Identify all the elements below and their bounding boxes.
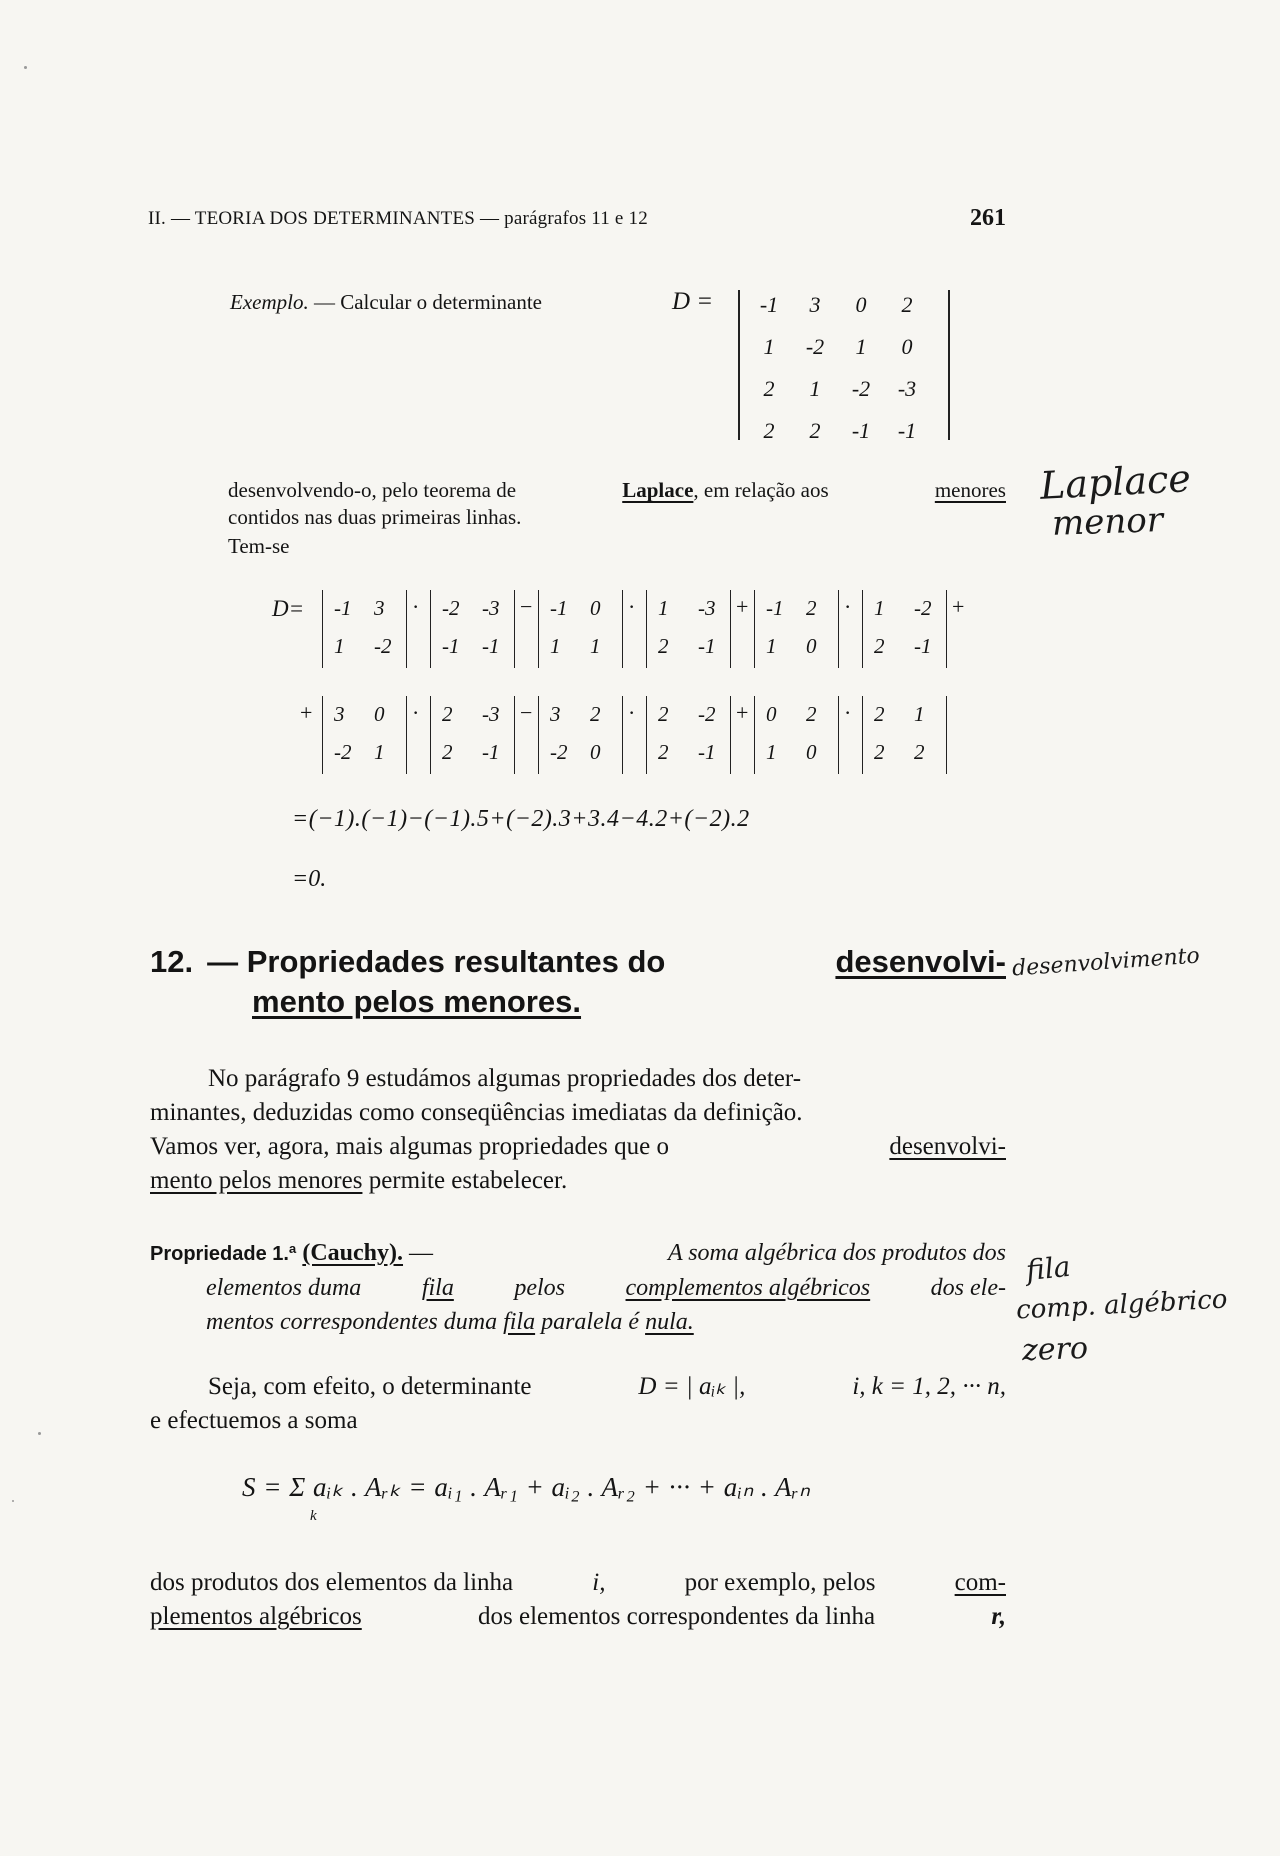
minor-entry: 0 (590, 740, 601, 764)
minor-left-bar (538, 590, 539, 668)
matrix-cell: -1 (851, 418, 871, 443)
paragraph-text: por exemplo, pelos (684, 1569, 876, 1596)
minor-left-bar (430, 696, 431, 774)
expansion-operator: + (952, 594, 965, 619)
inline-math: r, (991, 1603, 1006, 1630)
minor-entry: -1 (442, 634, 460, 658)
property-underlined: fila (503, 1309, 536, 1335)
minor-entry: 2 (874, 634, 885, 658)
minor-left-bar (430, 590, 431, 668)
minor-entry: -3 (698, 596, 716, 620)
section-heading (150, 944, 1010, 1020)
property-text: paralela é (541, 1309, 640, 1335)
minor-entry: -1 (766, 596, 784, 620)
handwritten-note-fila: fila (1024, 1249, 1072, 1288)
expansion-operator: · (844, 594, 852, 619)
minor-entry: -2 (334, 740, 352, 764)
minor-entry: -3 (482, 596, 500, 620)
matrix-cell: -1 (759, 292, 779, 317)
expansion-numeric: =(−1).(−1)−(−1).5+(−2).3+3.4−4.2+(−2).2 (292, 806, 750, 832)
description-text: desenvolvendo-o, pelo teorema de (228, 478, 517, 502)
expansion-lhs: D= (272, 596, 305, 621)
minor-entry: 3 (334, 702, 345, 726)
matrix-cell: 3 (809, 292, 821, 317)
matrix-row (746, 326, 930, 368)
example-statement (230, 290, 542, 315)
menores-word: menores (934, 478, 1006, 502)
minor-entry: 2 (806, 702, 817, 726)
minor-entry: -1 (698, 740, 716, 764)
paragraph-underlined: plementos algébricos (150, 1603, 362, 1630)
minor-left-bar (862, 696, 863, 774)
minor-right-bar (946, 696, 947, 774)
minor-right-bar (514, 590, 515, 668)
expansion-operator: · (844, 700, 852, 725)
property-underlined: fila (421, 1275, 454, 1301)
property-text: mentos correspondentes duma (206, 1309, 498, 1335)
paragraph-line (150, 1566, 1006, 1600)
minor-entry: -1 (550, 596, 568, 620)
matrix-cell: -1 (897, 418, 917, 443)
minor-entry: 2 (442, 702, 453, 726)
minor-entry: -2 (698, 702, 716, 726)
matrix-cell: 1 (855, 334, 867, 359)
description-line: contidos nas duas primeiras linhas. (228, 505, 522, 529)
matrix-lhs: D = (672, 288, 714, 315)
scan-speck (12, 1500, 14, 1502)
minor-entry: 2 (658, 740, 669, 764)
section-title-line2: mento pelos menores. (252, 984, 582, 1019)
paragraph-underlined: com- (954, 1569, 1006, 1596)
minor-left-bar (754, 696, 755, 774)
minor-entry: 3 (374, 596, 385, 620)
expansion-operator: + (736, 700, 749, 725)
minor-right-bar (838, 590, 839, 668)
description-text: , em relação aos (693, 478, 829, 502)
paragraph-underlined: mento pelos menores (150, 1167, 363, 1194)
description-line (228, 478, 1006, 503)
handwritten-note-zero: zero (1021, 1330, 1089, 1369)
handwritten-note-comp-algebrico: comp. algébrico (1015, 1284, 1229, 1326)
minor-right-bar (838, 696, 839, 774)
paragraph-3 (150, 1566, 1006, 1634)
minor-entry: 0 (806, 740, 817, 764)
expansion-operator: · (412, 700, 420, 725)
paragraph-text: dos elementos correspondentes da linha (478, 1603, 876, 1630)
section-number: 12. (150, 944, 194, 979)
minor-right-bar (730, 590, 731, 668)
matrix-right-bar (948, 290, 950, 440)
matrix-cell: 0 (901, 334, 913, 359)
minor-entry: 2 (442, 740, 453, 764)
matrix-cell: 2 (763, 418, 775, 443)
paragraph-2 (150, 1370, 1006, 1438)
expansion-operator: + (736, 594, 749, 619)
property-line (150, 1236, 1006, 1271)
expansion-operator: − (520, 594, 533, 619)
minor-right-bar (622, 590, 623, 668)
property-underlined: complementos algébricos (625, 1275, 871, 1301)
minor-entry: 2 (590, 702, 601, 726)
minor-entry: 1 (334, 634, 345, 658)
minor-entry: -2 (914, 596, 932, 620)
matrix-cell: -2 (805, 334, 825, 359)
running-head (148, 208, 648, 230)
minor-left-bar (538, 696, 539, 774)
expansion-operator: · (628, 700, 636, 725)
inline-math: D = | aᵢₖ |, (638, 1373, 746, 1400)
section-heading-line (150, 944, 1006, 980)
scan-speck (38, 1432, 41, 1435)
property-text: A soma algébrica dos produtos dos (667, 1240, 1006, 1266)
minor-entry: 0 (590, 596, 601, 620)
laplace-word: Laplace (622, 478, 694, 502)
minor-entry: -1 (482, 634, 500, 658)
minor-entry: 0 (766, 702, 777, 726)
minor-left-bar (646, 696, 647, 774)
expansion-result: =0. (292, 866, 327, 892)
minor-entry: 3 (550, 702, 561, 726)
minor-right-bar (514, 696, 515, 774)
minor-entry: -1 (698, 634, 716, 658)
minor-entry: 0 (806, 634, 817, 658)
sum-formula: S = Σ aᵢₖ . Aᵣₖ = aᵢ₁ . Aᵣ₁ + aᵢ₂ . Aᵣ₂ + ··· + aᵢₙ . Aᵣₙ (242, 1472, 811, 1502)
minor-right-bar (730, 696, 731, 774)
minor-entry: 1 (550, 634, 561, 658)
minor-left-bar (322, 590, 323, 668)
paragraph-line (150, 1370, 1006, 1404)
paragraph-line: minantes, deduzidas como conseqüências imediatas da definição. (150, 1099, 803, 1126)
property-statement (150, 1236, 1006, 1339)
paragraph-text: dos produtos dos elementos da linha (150, 1569, 514, 1596)
expansion-operator: · (628, 594, 636, 619)
matrix-row (746, 368, 930, 410)
scan-speck (24, 66, 27, 69)
property-line (150, 1305, 1006, 1339)
minor-left-bar (646, 590, 647, 668)
minor-left-bar (862, 590, 863, 668)
property-text: elementos duma (206, 1275, 362, 1301)
minor-entry: 1 (766, 634, 777, 658)
minor-left-bar (754, 590, 755, 668)
matrix-cell: 2 (809, 418, 821, 443)
minor-entry: 2 (806, 596, 817, 620)
minor-right-bar (406, 696, 407, 774)
matrix-cell: -2 (851, 376, 871, 401)
minor-entry: -2 (550, 740, 568, 764)
matrix-cell: 2 (763, 376, 775, 401)
inline-math: i, k = 1, 2, ··· n, (852, 1373, 1006, 1400)
expansion-operator: + (300, 700, 313, 725)
paragraph-text: permite estabelecer. (368, 1167, 568, 1194)
handwritten-note-menor: menor (1051, 500, 1164, 544)
property-underlined: nula. (645, 1309, 694, 1335)
minor-entry: -1 (334, 596, 352, 620)
paragraph-line: e efectuemos a soma (150, 1407, 358, 1434)
matrix-cell: -3 (897, 376, 917, 401)
property-line (150, 1271, 1006, 1305)
paragraph-underlined: desenvolvi- (889, 1133, 1006, 1160)
paragraph-line (150, 1600, 1006, 1634)
matrix-cell: 1 (763, 334, 775, 359)
minor-entry: -2 (442, 596, 460, 620)
minor-entry: 2 (658, 702, 669, 726)
paragraph-line (150, 1164, 1006, 1198)
handwritten-note-laplace: Laplace (1038, 456, 1192, 508)
minor-right-bar (946, 590, 947, 668)
section-title-text: — Propriedades resultantes do (207, 944, 666, 979)
minor-entry: 1 (658, 596, 669, 620)
minor-entry: 2 (914, 740, 925, 764)
matrix-cell: 0 (855, 292, 867, 317)
minor-right-bar (622, 696, 623, 774)
expansion-operator: · (412, 594, 420, 619)
paragraph-line (150, 1130, 1006, 1164)
page-number: 261 (970, 205, 1006, 231)
matrix-row (746, 410, 930, 452)
minor-entry: 2 (658, 634, 669, 658)
property-text: dos ele- (930, 1275, 1006, 1301)
matrix-left-bar (738, 290, 740, 440)
example-prompt: — Calcular o determinante (313, 290, 542, 314)
minor-entry: 2 (874, 740, 885, 764)
paragraph-1 (150, 1062, 1006, 1198)
matrix-4x4 (746, 284, 930, 452)
section-title-underlined: desenvolvi- (835, 944, 1006, 979)
property-author: (Cauchy). (302, 1240, 404, 1266)
minor-entry: -1 (914, 634, 932, 658)
example-label: Exemplo. (230, 290, 309, 314)
property-label: Propriedade 1.ª (150, 1243, 297, 1265)
property-dash: — (409, 1240, 434, 1266)
inline-math: i, (592, 1569, 606, 1596)
tem-se-text: Tem-se (228, 534, 290, 558)
minor-entry: 1 (374, 740, 385, 764)
matrix-cell: 1 (809, 376, 821, 401)
matrix-row (746, 284, 930, 326)
minor-right-bar (406, 590, 407, 668)
minor-entry: 1 (914, 702, 925, 726)
minor-entry: 1 (766, 740, 777, 764)
minor-entry: -1 (482, 740, 500, 764)
paragraph-text: Vamos ver, agora, mais algumas propriedades que o (150, 1133, 669, 1160)
example-description (228, 478, 1018, 559)
minor-entry: 2 (874, 702, 885, 726)
paragraph-line: No parágrafo 9 estudámos algumas propriedades dos deter- (208, 1065, 802, 1092)
minor-entry: -3 (482, 702, 500, 726)
handwritten-note-desenvolvimento: desenvolvimento (1011, 943, 1201, 982)
expansion-operator: − (520, 700, 533, 725)
minor-entry: -2 (374, 634, 392, 658)
minor-entry: 1 (590, 634, 601, 658)
sum-index: k (310, 1508, 317, 1524)
property-text: pelos (514, 1275, 566, 1301)
minor-entry: 1 (874, 596, 885, 620)
paragraph-text: Seja, com efeito, o determinante (208, 1373, 532, 1400)
minor-entry: 0 (374, 702, 385, 726)
matrix-cell: 2 (901, 292, 913, 317)
minor-left-bar (322, 696, 323, 774)
running-head-text: II. — TEORIA DOS DETERMINANTES — parágrafos 11 e 12 (148, 208, 648, 229)
